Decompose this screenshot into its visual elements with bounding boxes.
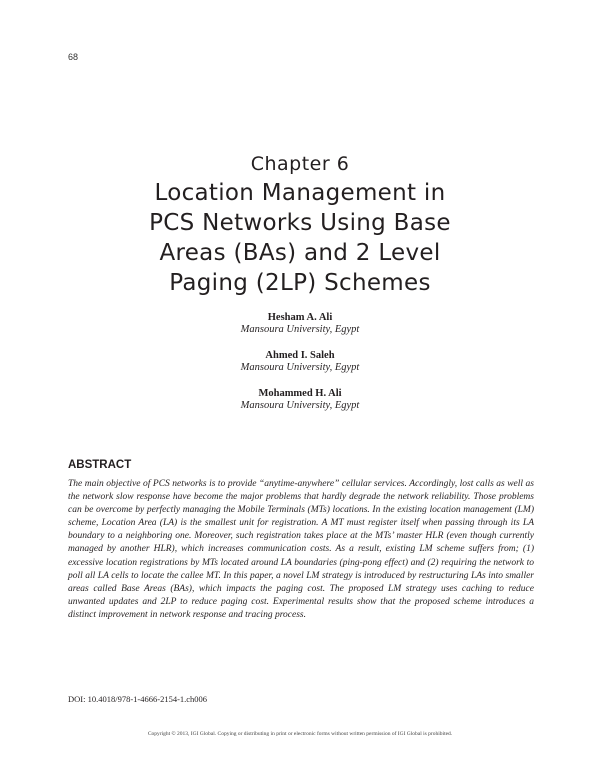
page-number: 68 <box>68 52 79 62</box>
chapter-title <box>80 178 520 298</box>
author-affiliation: Mansoura University, Egypt <box>240 324 360 335</box>
author-block <box>0 350 600 374</box>
chapter-label: Chapter 6 <box>250 153 350 175</box>
abstract-text: The main objective of PCS networks is to provide “anytime-anywhere” cellular services. Accordingly, lost calls as well as the network slow response have become the major problems that hardly degrade the network reliability. Those problems can be overcome by perfectly managing the Mobile Terminals (MTs) locations. In the existing location management (LM) scheme, Location Area (LA) is the smallest unit for registration. A MT must register itself when passing through its LA boundary to a neighboring one. Moreover, such registration takes place at the MTs’ master HLR (even though currently managed by another HLR), which increases communication costs. As a result, existing LM scheme suffers from; (1) excessive location registrations by MTs located around LA boundaries (ping-pong effect) and (2) requiring the network to poll all LA cells to locate the callee MT. In this paper, a novel LM strategy is introduced by restructuring LAs into smaller areas called Base Areas (BAs), which impacts the paging cost. The proposed LM strategy uses caching to reduce unwanted updates and 2LP to reduce paging cost. Experimental results show that the proposed scheme introduces a distinct improvement in network response and tracing process. <box>68 479 534 620</box>
author-block <box>0 312 600 336</box>
chapter-title-line: Paging (2LP) Schemes <box>169 270 431 296</box>
abstract-heading: ABSTRACT <box>68 459 132 471</box>
doi-text: DOI: 10.4018/978-1-4666-2154-1.ch006 <box>68 694 208 704</box>
author-name: Hesham A. Ali <box>267 312 333 323</box>
chapter-title-line: Areas (BAs) and 2 Level <box>159 240 441 266</box>
author-affiliation: Mansoura University, Egypt <box>240 362 360 373</box>
copyright-notice: Copyright © 2013, IGI Global. Copying or distributing in print or electronic forms without written permission of IGI Global is prohibited. <box>147 731 453 737</box>
chapter-title-line: PCS Networks Using Base <box>149 210 451 236</box>
chapter-title-line: Location Management in <box>154 180 446 206</box>
author-affiliation: Mansoura University, Egypt <box>240 400 360 411</box>
author-name: Mohammed H. Ali <box>258 388 342 399</box>
author-block <box>0 388 600 412</box>
author-list <box>0 312 600 426</box>
author-name: Ahmed I. Saleh <box>265 350 335 361</box>
